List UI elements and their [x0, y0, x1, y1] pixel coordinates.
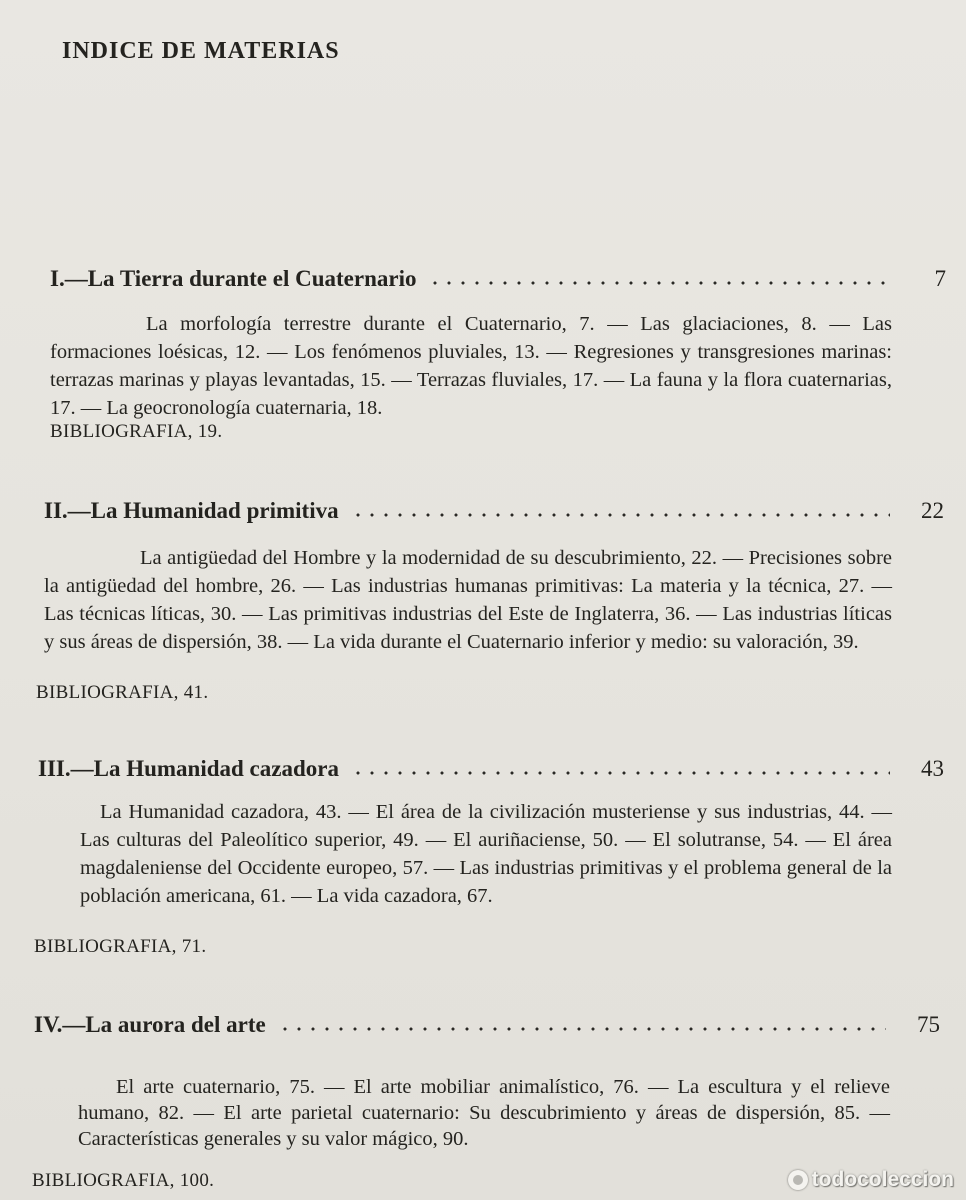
- chapter-summary: La morfología terrestre durante el Cuaternario, 7. — Las glaciaciones, 8. — Las formaciones loésicas, 12. — Los fenómenos pluviales, 13. — Regresiones y transgresiones marinas: terrazas marinas y playas levantadas, 15. — Terrazas fluviales, 17. — La fauna y la flora cuaternarias, 17. — La geocronología cuaternaria, 18.: [50, 313, 892, 419]
- chapter-page-number: 43: [921, 756, 944, 781]
- bibliography-ref: BIBLIOGRAFIA, 41.: [36, 682, 209, 703]
- toc-heading-4: [34, 1004, 940, 1038]
- watermark: [788, 1168, 954, 1192]
- bibliography-ref: BIBLIOGRAFIA, 71.: [34, 936, 207, 957]
- chapter-title: II.—La Humanidad primitiva: [44, 498, 339, 523]
- chapter-title: III.—La Humanidad cazadora: [38, 756, 339, 781]
- chapter-page-number: 7: [934, 266, 946, 291]
- page-title: INDICE DE MATERIAS: [62, 38, 340, 64]
- chapter-page-number: 22: [921, 498, 944, 523]
- dot-leader: [351, 770, 890, 776]
- chapter-page-number: 75: [917, 1012, 940, 1037]
- toc-heading-1: [50, 258, 946, 292]
- chapter-title: IV.—La aurora del arte: [34, 1012, 266, 1037]
- dot-leader: [428, 280, 892, 286]
- toc-heading-3: [38, 748, 944, 782]
- chapter-title: I.—La Tierra durante el Cuaternario: [50, 266, 417, 291]
- todocoleccion-logo-icon: [788, 1170, 808, 1190]
- chapter-summary: La antigüedad del Hombre y la modernidad de su descubrimiento, 22. — Precisiones sobre la antigüedad del hombre, 26. — Las industrias humanas primitivas: La materia y la técnica, 27. — Las técnicas líticas, 30. — Las primitivas industrias del Este de Inglaterra, 36. — Las industrias líticas y sus áreas de dispersión, 38. — La vida durante el Cuaternario inferior y medio: su valoración, 39.: [44, 547, 892, 653]
- chapter-summary: El arte cuaternario, 75. — El arte mobiliar animalístico, 76. — La escultura y el relieve humano, 82. — El arte parietal cuaternario: Su descubrimiento y áreas de dispersión, 85. — Características generales y su valor mágico, 90.: [78, 1076, 890, 1150]
- toc-heading-2: [44, 490, 944, 524]
- dot-leader: [278, 1026, 886, 1032]
- bibliography-ref: BIBLIOGRAFIA, 19.: [50, 421, 223, 442]
- dot-leader: [351, 512, 890, 518]
- watermark-text: todocoleccion: [811, 1168, 954, 1191]
- bibliography-ref: BIBLIOGRAFIA, 100.: [32, 1170, 215, 1191]
- chapter-summary: La Humanidad cazadora, 43. — El área de la civilización musteriense y sus industrias, 44. — Las culturas del Paleolítico superior, 49. — El auriñaciense, 50. — El solutranse, 54. — El área magdaleniense del Occidente europeo, 57. — Las industrias primitivas y el problema general de la población americana, 61. — La vida cazadora, 67.: [80, 801, 892, 907]
